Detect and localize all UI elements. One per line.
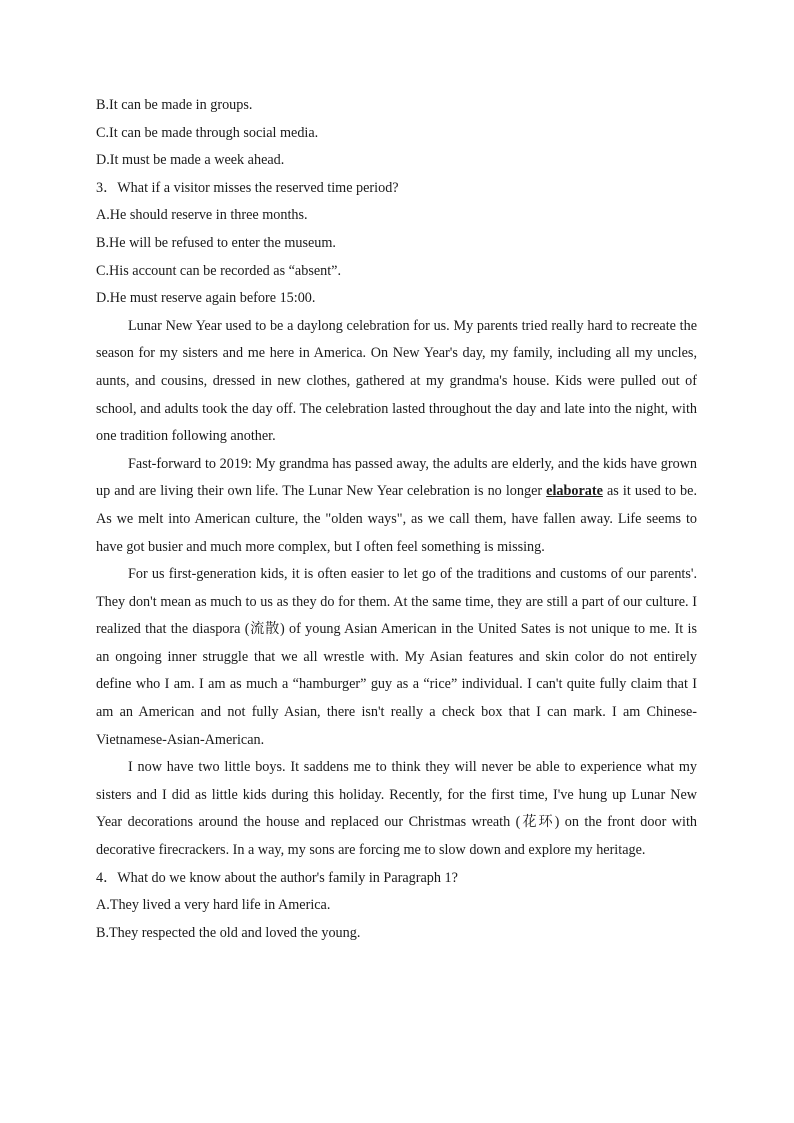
q3-option-b: B.He will be refused to enter the museum. [96,234,336,251]
q2-option-d: D.It must be made a week ahead. [96,152,285,169]
keyword-elaborate: elaborate [546,483,603,500]
q4-option-a: A.They lived a very hard life in America. [96,897,331,914]
q3-option-a: A.He should reserve in three months. [96,207,308,224]
q2-option-c: C.It can be made through social media. [96,124,319,141]
paragraph-2-text-after: as it used to be. As we melt into American culture, the "olden ways", as we call them, have fallen away. Life seems to have got busier and much more complex, but I often feel something is missing. [96,483,697,555]
paragraph-2-text-before: Fast-forward to 2019: My grandma has passed away, the adults are elderly, and the kids have grown up and are living their own life. The Lunar New Year celebration is no longer [96,455,697,500]
passage-paragraph-1: Lunar New Year used to be a daylong celebration for us. My parents tried really hard to recreate the season for my sisters and me here in America. On New Year's day, my family, including all my uncles, aunts, and cousins, dressed in new clothes, gathered at my grandma's house. Kids were pulled out of school, and adults took the day off. The celebration lasted throughout the day and late into the night, with one tradition following another. [96,317,697,445]
passage-paragraph-2 [96,451,697,561]
passage-paragraph-4: I now have two little boys. It saddens me to think they will never be able to experience what my sisters and I did as little kids during this holiday. Recently, for the first time, I've hung up Lunar New Year decorations around the house and replaced our Christmas wreath (花环) on the front door with decorative firecrackers. In a way, my sons are forcing me to slow down and explore my heritage. [96,759,697,859]
q2-option-b: B.It can be made in groups. [96,97,253,113]
document-page [96,92,697,947]
q3-question: 3．What if a visitor misses the reserved time period? [96,179,399,196]
q3-option-d: D.He must reserve again before 15:00. [96,290,316,307]
q3-option-c: C.His account can be recorded as “absent”. [96,262,342,279]
passage [96,313,697,865]
q4-option-b: B.They respected the old and loved the young. [96,924,361,941]
q4-question: 4．What do we know about the author's family in Paragraph 1? [96,869,458,886]
passage-paragraph-3: For us first-generation kids, it is often easier to let go of the traditions and customs of our parents'. They don't mean as much to us as they do for them. At the same time, they are still a part of our culture. I realized that the diaspora (流散) of young Asian American in the United Sates is not unique to me. It is an ongoing inner struggle that we all wrestle with. My Asian features and skin color do not entirely define who I am. I am as much a “hamburger” guy as a “rice” individual. I can't quite fully claim that I am an American and not fully Asian, there isn't really a check box that I can mark. I am Chinese-Vietnamese-Asian-American. [96,566,697,748]
